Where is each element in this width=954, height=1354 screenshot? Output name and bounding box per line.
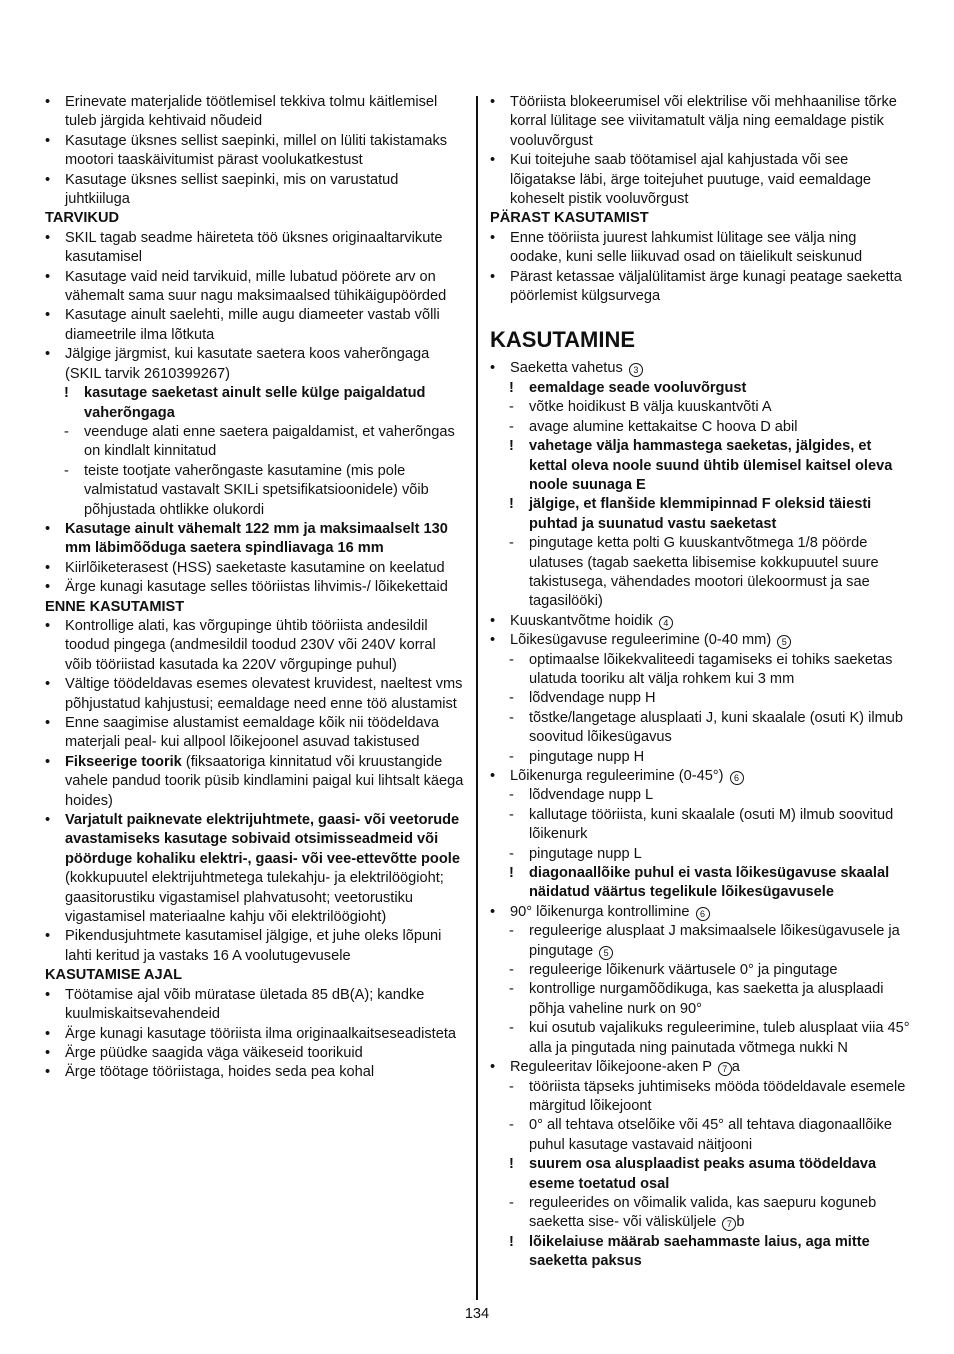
text-run: Jälgige järgmist, kui kasutate saetera koos vaherõngaga (SKIL tarvik 2610399267) [65,346,430,382]
text-run: Kasutage ainult saelehti, mille augu diameeter vastab võlli diameetrile ilma lõtkuta [65,307,440,343]
text-run: Töötamise ajal võib müratase ületada 85 dB(A); kandke kuulmiskaitsevahendeid [65,986,425,1023]
text-run: tõstke/langetage alusplaati J, kuni skaalale (osuti K) ilmub soovitud lõikesügavus [529,709,903,746]
text-run: kasutage saeketast ainult selle külge paigaldatud vaherõngaga [84,385,426,421]
text-run: diagonaallõike puhul ei vasta lõikesügavuse skaalal näidatud väärtus tegelikule lõikesügavusele [529,865,890,901]
text-run: (fiksaatoriga kinnitatud või kruustangide vahele pandud toorik püsib kindlamini paigal kui lihtsalt käega hoides) [65,753,464,809]
section-heading [45,598,466,617]
text-run: Kasutage vaid neid tarvikuid, mille lubatud pöörete arv on vähemalt sama suur nagu maksimaalsed tühikäigupöörded [65,268,447,305]
bullet-item [45,811,466,927]
text-run: 90° lõikenurga kontrollimine [510,903,694,920]
text-run: Kasutage üksnes sellist saepinki, mis on varustatud juhtkiiluga [65,171,399,208]
bullet-item [45,1025,466,1044]
text-run: Reguleeritav lõikejoone-aken P [510,1059,716,1076]
text-run: kallutage tööriista, kuni skaalale (osuti M) ilmub soovitud lõikenurk [529,806,894,843]
warning-item [490,437,912,495]
text-run: Pikendusjuhtmete kasutamisel jälgige, et juhe oleks lõpuni lahti keritud ja vastaks 16 A voolutugevusele [65,928,442,964]
bullet-item [45,675,466,714]
bullet-item [490,151,912,209]
text-run: b [736,1214,745,1231]
text-run: Kasutage ainult vähemalt 122 mm ja maksimaalselt 130 mm läbimõõduga saetera spindliavaga 16 mm [65,520,448,557]
bullet-item [45,617,466,675]
dash-item [490,786,912,805]
text-run: KASUTAMINE [490,327,636,353]
text-run: teiste tootjate vaherõngaste kasutamine (mis pole valmistatud vastavalt SKILi spetsifikatsioonidele) võib põhjustada ohtlikke olukordi [84,462,429,518]
bullet-item [45,93,466,132]
text-run: ENNE KASUTAMIST [45,598,185,615]
dash-item [490,748,912,767]
bullet-item [45,268,466,307]
bullet-item [490,1058,912,1077]
text-run: jälgige, et flanšide klemmipinnad F oleksid täiesti puhtad ja suunatud vastu saeketast [529,496,872,532]
dash-item [490,845,912,864]
dash-item [490,418,912,437]
figure-ref-badge: 7 [718,1062,732,1076]
figure-ref-badge: 4 [659,616,673,630]
bullet-item [490,229,912,268]
text-run: Ärge püüdke saagida väga väikeseid toorikuid [65,1044,363,1061]
text-run: Lõikenurga reguleerimine (0-45°) [510,768,728,784]
chapter-heading [490,326,912,354]
text-run: (kokkupuutel elektrijuhtmetega tulekahju- ja elektrilöögioht; gaasitorustiku vigastamisel plahvatusoht; veetorustiku vigastamisel materiaalne kahju või elektrilöögioht) [65,870,444,926]
text-run: Pärast ketassae väljalülitamist ärge kunagi peatage saeketta pöörlemist külgsurvega [510,268,902,305]
warning-item [490,1233,912,1272]
text-run: avage alumine kettakaitse C hoova D abil [529,418,798,435]
text-run: PÄRAST KASUTAMIST [490,210,649,227]
text-run: optimaalse lõikekvaliteedi tagamiseks ei tohiks saeketas ulatuda tooriku alt välja rohkem kui 3 mm [529,651,893,687]
text-run: pingutage ketta polti G kuuskantvõtmega 1/8 pöörde ulatuses (tagab saeketta libisemise kokkupuutel suure takistusega, vähendades mootori ülekoormust ja sae tagasilööki) [529,535,879,610]
text-run: pingutage nupp H [529,748,645,765]
section-heading [45,209,466,228]
dash-item [490,980,912,1019]
dash-item [490,806,912,845]
warning-item [45,384,466,423]
text-run: SKIL tagab seadme häireteta töö üksnes originaaltarvikute kasutamisel [65,229,443,266]
figure-ref-badge: 6 [696,907,710,921]
figure-ref-badge: 7 [722,1217,736,1231]
page-number: 134 [464,1306,490,1322]
bullet-item [45,927,466,966]
text-run: TARVIKUD [45,210,120,227]
text-run: reguleerige alusplaat J maksimaalsele lõikesügavusele ja pingutage [529,923,900,959]
text-run: suurem osa alusplaadist peaks asuma töödeldava eseme toetatud osal [529,1156,877,1192]
dash-item [490,651,912,690]
dash-item [490,709,912,748]
text-run: Kasutage üksnes sellist saepinki, millel on lüliti takistamaks mootori taaskäivitumist pärast voolukatkestust [65,132,448,169]
bullet-item [45,1044,466,1063]
warning-item [490,495,912,534]
bullet-item [45,171,466,210]
bullet-item [45,559,466,578]
text-run: eemaldage seade vooluvõrgust [529,379,747,396]
text-run: Kontrollige alati, kas võrgupinge ühtib tööriista andesildil toodud pingega (andmesildil toodud 230V või 240V korral võib tööriistad kasutada ka 220V võrgupinge puhul) [65,617,436,673]
text-run: vahetage välja hammastega saeketas, jälgides, et kettal oleva noole suund ühtib ülemisel kaitsel oleva noole suunaga E [529,438,893,493]
figure-ref-badge: 5 [599,946,613,960]
text-run: Ärge töötage tööriistaga, hoides seda pea kohal [65,1064,375,1081]
bullet-item [45,306,466,345]
text-run: reguleerige lõikenurk väärtusele 0° ja pingutage [529,962,838,979]
text-run: Saeketta vahetus [510,360,627,377]
text-run: veenduge alati enne saetera paigaldamist, et vaherõngas on kindlalt kinnitatud [84,423,455,460]
text-run: Vältige töödeldavas esemes olevatest kruvidest, naeltest vms põhjustatud kahjustusi; eemaldage need enne töö alustamist [65,676,463,712]
dash-item [490,534,912,612]
bullet-item [45,132,466,171]
text-run: pingutage nupp L [529,845,642,862]
text-run: 0° all tehtava otselõike või 45° all tehtava diagonaallõike puhul kasutage vastavaid näitjooni [529,1117,892,1153]
bullet-item [490,359,912,378]
column-divider [476,96,478,1300]
right-column [490,93,912,1272]
text-run: tööriista täpseks juhtimiseks mööda töödeldavale esemele märgitud lõikejoont [529,1078,906,1114]
text-run: reguleerides on võimalik valida, kas saepuru koguneb saeketta sise- või välisküljele [529,1194,877,1231]
bullet-item [45,753,466,811]
bullet-item [490,93,912,151]
text-run: a [731,1059,740,1076]
dash-item [45,462,466,520]
dash-item [490,1078,912,1117]
text-run: kui osutub vajalikuks reguleerimine, tuleb alusplaat viia 45° alla ja pingutada ning painutada võtmega nukki N [529,1020,910,1056]
text-run: KASUTAMISE AJAL [45,967,183,984]
warning-item [490,379,912,398]
figure-ref-badge: 5 [777,635,791,649]
section-heading [490,209,912,228]
bullet-item [45,578,466,597]
dash-item [490,398,912,417]
text-run: lõdvendage nupp H [529,690,656,707]
dash-item [45,423,466,462]
text-run: lõikelaiuse määrab saehammaste laius, aga mitte saeketta paksus [529,1233,870,1270]
text-run: lõdvendage nupp L [529,787,654,804]
warning-item [490,864,912,903]
bullet-item [490,612,912,631]
text-run: kontrollige nurgamõõdikuga, kas saeketta ja alusplaadi põhja vaheline nurk on 90° [529,981,884,1017]
bullet-item [45,714,466,753]
text-run: Fikseerige toorik [65,753,182,770]
dash-item [490,922,912,961]
bullet-item [45,1063,466,1082]
dash-item [490,961,912,980]
bullet-item [490,268,912,307]
bullet-item [490,903,912,922]
dash-item [490,1194,912,1233]
dash-item [490,1019,912,1058]
bullet-item [490,767,912,786]
dash-item [490,689,912,708]
dash-item [490,1116,912,1155]
figure-ref-badge: 3 [629,363,643,377]
left-column [45,93,466,1083]
text-run: Enne tööriista juurest lahkumist lülitage see välja ning oodake, kuni selle liikuvad osad on täielikult seiskunud [510,229,863,266]
text-run: Tööriista blokeerumisel või elektrilise või mehhaanilise tõrke korral lülitage see viivitamatult välja ning eemaldage pistik vooluvõrgust [510,94,897,149]
bullet-item [45,229,466,268]
bullet-item [45,520,466,559]
text-run: Kui toitejuhe saab töötamisel ajal kahjustada või see lõigatakse läbi, ärge toitejuhet puutuge, vaid eemaldage koheselt pistik vooluvõrgust [510,152,872,208]
text-run: Kiirlõiketerasest (HSS) saeketaste kasutamine on keelatud [65,559,445,576]
text-run: võtke hoidikust B välja kuuskantvõti A [529,399,772,416]
text-run: Ärge kunagi kasutage tööriista ilma originaalkaitseseadisteta [65,1025,457,1042]
warning-item [490,1155,912,1194]
text-run: Erinevate materjalide töötlemisel tekkiva tolmu käitlemisel tuleb järgida kehtivaid nõudeid [65,94,438,130]
bullet-item [490,631,912,650]
text-run: Lõikesügavuse reguleerimine (0-40 mm) [510,632,776,649]
text-run: Enne saagimise alustamist eemaldage kõik nii töödeldava materjali peal- kui allpool lõikejoonel asuvad takistused [65,715,439,751]
bullet-item [45,986,466,1025]
figure-ref-badge: 6 [730,771,744,785]
text-run: Ärge kunagi kasutage selles tööriistas lihvimis-/ lõikekettaid [65,579,448,596]
section-heading [45,966,466,985]
text-run: Varjatult paiknevate elektrijuhtmete, gaasi- või veetorude avastamiseks kasutage sobivaid otsimisseadmeid või pöörduge kohaliku elektri-, gaasi- või vee-ettevõtte poole [65,812,460,867]
bullet-item [45,345,466,384]
text-run: Kuuskantvõtme hoidik [510,612,657,629]
